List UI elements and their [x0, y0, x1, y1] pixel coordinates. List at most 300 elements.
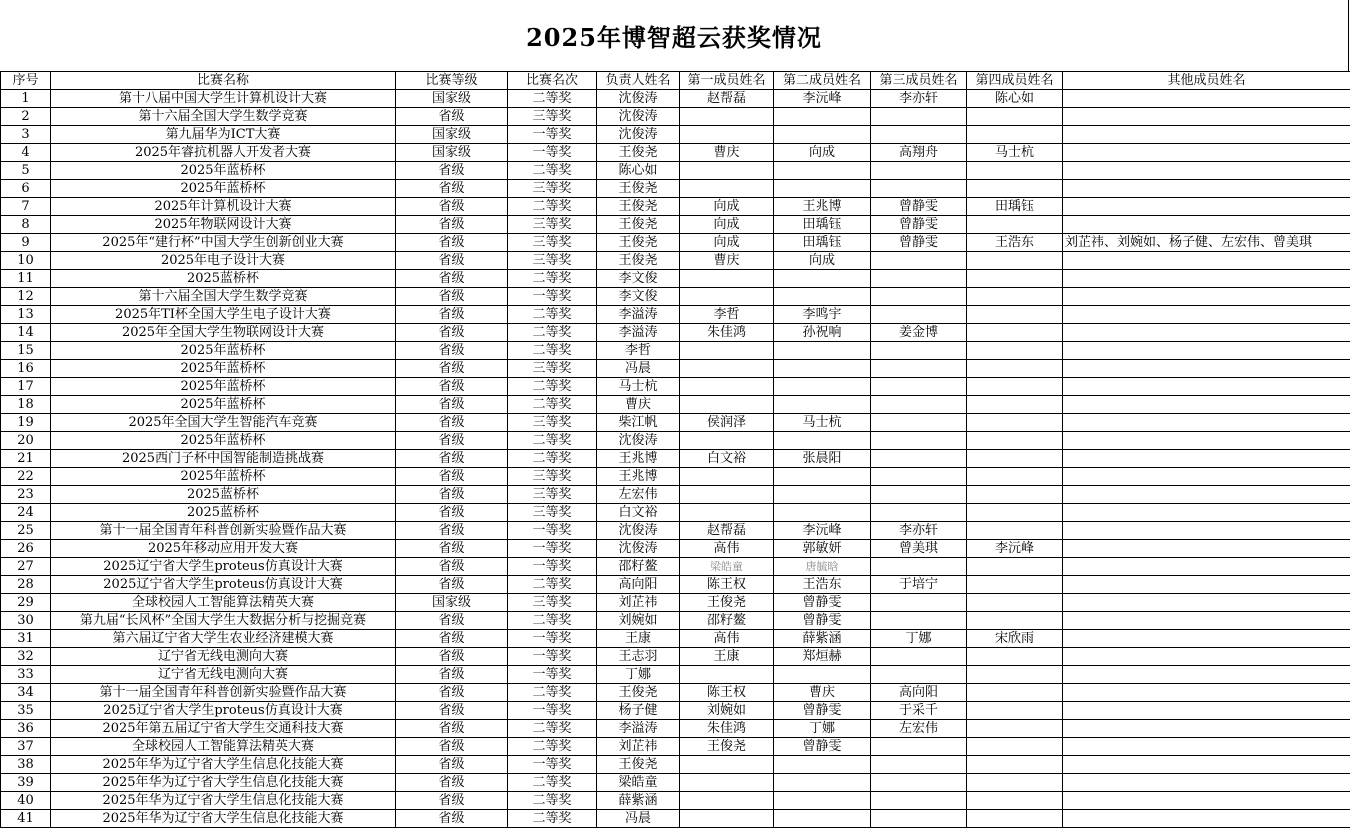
table-cell[interactable]: 12 — [1, 288, 51, 306]
table-cell[interactable]: 二等奖 — [508, 306, 597, 324]
table-cell[interactable]: 39 — [1, 774, 51, 792]
table-cell[interactable]: 23 — [1, 486, 51, 504]
table-cell[interactable]: 王浩东 — [967, 234, 1063, 252]
table-cell[interactable] — [1063, 252, 1350, 270]
table-cell[interactable]: 省级 — [396, 648, 508, 666]
table-cell[interactable] — [1063, 414, 1350, 432]
table-cell[interactable]: 王兆博 — [774, 198, 871, 216]
table-cell[interactable] — [871, 288, 967, 306]
table-cell[interactable]: 刘芷祎 — [597, 594, 680, 612]
table-cell[interactable]: 王俊尧 — [597, 684, 680, 702]
table-cell[interactable]: 二等奖 — [508, 198, 597, 216]
table-cell[interactable]: 省级 — [396, 702, 508, 720]
table-cell[interactable]: 左宏伟 — [871, 720, 967, 738]
table-cell[interactable]: 刘芷祎 — [597, 738, 680, 756]
table-cell[interactable]: 省级 — [396, 378, 508, 396]
table-cell[interactable]: 曾美琪 — [871, 540, 967, 558]
table-cell[interactable]: 省级 — [396, 234, 508, 252]
table-cell[interactable] — [1063, 756, 1350, 774]
table-cell[interactable] — [871, 486, 967, 504]
table-cell[interactable]: 一等奖 — [508, 666, 597, 684]
table-cell[interactable]: 省级 — [396, 216, 508, 234]
table-cell[interactable]: 陈王权 — [680, 576, 774, 594]
table-cell[interactable]: 曹庆 — [597, 396, 680, 414]
table-cell[interactable] — [680, 792, 774, 810]
table-cell[interactable] — [774, 810, 871, 828]
table-cell[interactable]: 高伟 — [680, 540, 774, 558]
table-cell[interactable]: 二等奖 — [508, 720, 597, 738]
table-cell[interactable]: 一等奖 — [508, 630, 597, 648]
table-cell[interactable] — [967, 576, 1063, 594]
table-cell[interactable]: 李溢涛 — [597, 306, 680, 324]
table-cell[interactable]: 二等奖 — [508, 90, 597, 108]
table-cell[interactable]: 36 — [1, 720, 51, 738]
table-cell[interactable]: 2025年TI杯全国大学生电子设计大赛 — [51, 306, 396, 324]
header-cell[interactable]: 负责人姓名 — [597, 72, 680, 90]
table-cell[interactable]: 一等奖 — [508, 756, 597, 774]
table-cell[interactable]: 薛紫涵 — [774, 630, 871, 648]
table-cell[interactable]: 三等奖 — [508, 216, 597, 234]
table-cell[interactable] — [680, 756, 774, 774]
table-cell[interactable]: 沈俊涛 — [597, 90, 680, 108]
table-cell[interactable] — [1063, 702, 1350, 720]
table-cell[interactable]: 2025年华为辽宁省大学生信息化技能大赛 — [51, 792, 396, 810]
table-cell[interactable] — [967, 450, 1063, 468]
table-cell[interactable]: 21 — [1, 450, 51, 468]
table-cell[interactable] — [871, 810, 967, 828]
table-cell[interactable]: 高伟 — [680, 630, 774, 648]
table-cell[interactable] — [871, 774, 967, 792]
table-cell[interactable]: 邵籽鳌 — [680, 612, 774, 630]
table-cell[interactable] — [871, 180, 967, 198]
table-cell[interactable]: 二等奖 — [508, 810, 597, 828]
table-cell[interactable]: 第十六届全国大学生数学竞赛 — [51, 288, 396, 306]
table-cell[interactable]: 3 — [1, 126, 51, 144]
table-cell[interactable] — [1063, 576, 1350, 594]
table-cell[interactable]: 全球校园人工智能算法精英大赛 — [51, 594, 396, 612]
table-cell[interactable] — [967, 522, 1063, 540]
table-cell[interactable]: 省级 — [396, 180, 508, 198]
table-cell[interactable] — [774, 342, 871, 360]
table-cell[interactable]: 8 — [1, 216, 51, 234]
header-cell[interactable]: 第四成员姓名 — [967, 72, 1063, 90]
table-cell[interactable]: 姜金博 — [871, 324, 967, 342]
table-cell[interactable]: 三等奖 — [508, 414, 597, 432]
table-cell[interactable] — [1063, 720, 1350, 738]
table-cell[interactable]: 李沅峰 — [774, 90, 871, 108]
table-cell[interactable] — [967, 108, 1063, 126]
table-cell[interactable]: 王俊尧 — [597, 198, 680, 216]
table-cell[interactable]: 三等奖 — [508, 504, 597, 522]
table-cell[interactable]: 陈王权 — [680, 684, 774, 702]
table-cell[interactable] — [967, 792, 1063, 810]
table-cell[interactable]: 辽宁省无线电测向大赛 — [51, 666, 396, 684]
table-cell[interactable]: 刘婉如 — [597, 612, 680, 630]
table-cell[interactable] — [967, 684, 1063, 702]
table-cell[interactable]: 29 — [1, 594, 51, 612]
table-cell[interactable]: 26 — [1, 540, 51, 558]
table-cell[interactable]: 31 — [1, 630, 51, 648]
table-cell[interactable]: 省级 — [396, 756, 508, 774]
table-cell[interactable]: 王俊尧 — [597, 252, 680, 270]
table-cell[interactable]: 2025年电子设计大赛 — [51, 252, 396, 270]
table-cell[interactable] — [967, 504, 1063, 522]
table-cell[interactable]: 2025年蓝桥杯 — [51, 180, 396, 198]
table-cell[interactable]: 2025年蓝桥杯 — [51, 432, 396, 450]
table-cell[interactable] — [967, 720, 1063, 738]
table-cell[interactable] — [1063, 468, 1350, 486]
table-cell[interactable]: 朱佳鸿 — [680, 324, 774, 342]
table-cell[interactable]: 30 — [1, 612, 51, 630]
table-cell[interactable]: 曹庆 — [680, 252, 774, 270]
table-cell[interactable]: 田瑀钰 — [774, 234, 871, 252]
table-cell[interactable]: 38 — [1, 756, 51, 774]
table-cell[interactable] — [680, 270, 774, 288]
table-cell[interactable] — [1063, 270, 1350, 288]
table-cell[interactable] — [680, 396, 774, 414]
table-cell[interactable]: 省级 — [396, 720, 508, 738]
table-cell[interactable]: 省级 — [396, 270, 508, 288]
table-cell[interactable]: 向成 — [680, 216, 774, 234]
table-cell[interactable] — [680, 666, 774, 684]
table-cell[interactable]: 王志羽 — [597, 648, 680, 666]
table-cell[interactable]: 28 — [1, 576, 51, 594]
table-cell[interactable]: 三等奖 — [508, 486, 597, 504]
table-cell[interactable]: 王俊尧 — [597, 756, 680, 774]
table-cell[interactable]: 三等奖 — [508, 468, 597, 486]
table-cell[interactable] — [1063, 180, 1350, 198]
table-cell[interactable]: 一等奖 — [508, 144, 597, 162]
table-cell[interactable] — [967, 558, 1063, 576]
table-cell[interactable]: 李沅峰 — [967, 540, 1063, 558]
table-cell[interactable]: 一等奖 — [508, 702, 597, 720]
table-cell[interactable]: 马士杭 — [597, 378, 680, 396]
table-cell[interactable]: 一等奖 — [508, 558, 597, 576]
table-cell[interactable]: 王俊尧 — [597, 234, 680, 252]
table-cell[interactable] — [871, 792, 967, 810]
table-cell[interactable]: 冯晨 — [597, 810, 680, 828]
table-cell[interactable]: 二等奖 — [508, 378, 597, 396]
header-cell[interactable]: 比赛名称 — [51, 72, 396, 90]
table-cell[interactable]: 2025辽宁省大学生proteus仿真设计大赛 — [51, 576, 396, 594]
table-cell[interactable] — [871, 594, 967, 612]
table-cell[interactable]: 马士杭 — [774, 414, 871, 432]
table-cell[interactable]: 一等奖 — [508, 540, 597, 558]
table-cell[interactable]: 第十六届全国大学生数学竞赛 — [51, 108, 396, 126]
table-cell[interactable]: 曾静雯 — [774, 738, 871, 756]
table-cell[interactable] — [680, 486, 774, 504]
table-cell[interactable]: 二等奖 — [508, 432, 597, 450]
table-cell[interactable]: 二等奖 — [508, 162, 597, 180]
table-cell[interactable] — [967, 666, 1063, 684]
table-cell[interactable]: 2025年睿抗机器人开发者大赛 — [51, 144, 396, 162]
table-cell[interactable] — [680, 468, 774, 486]
table-cell[interactable]: 三等奖 — [508, 360, 597, 378]
table-cell[interactable] — [967, 468, 1063, 486]
table-cell[interactable]: 白文裕 — [597, 504, 680, 522]
table-cell[interactable]: 第十一届全国青年科普创新实验暨作品大赛 — [51, 684, 396, 702]
table-cell[interactable] — [871, 360, 967, 378]
table-cell[interactable] — [774, 666, 871, 684]
table-cell[interactable]: 16 — [1, 360, 51, 378]
table-cell[interactable] — [774, 180, 871, 198]
table-cell[interactable]: 省级 — [396, 612, 508, 630]
table-cell[interactable]: 一等奖 — [508, 522, 597, 540]
table-cell[interactable] — [680, 288, 774, 306]
table-cell[interactable]: 二等奖 — [508, 576, 597, 594]
table-cell[interactable]: 省级 — [396, 432, 508, 450]
table-cell[interactable] — [871, 648, 967, 666]
table-cell[interactable]: 二等奖 — [508, 396, 597, 414]
table-cell[interactable] — [1063, 504, 1350, 522]
table-cell[interactable] — [680, 504, 774, 522]
table-cell[interactable] — [871, 666, 967, 684]
table-cell[interactable] — [967, 216, 1063, 234]
table-cell[interactable]: 王康 — [680, 648, 774, 666]
table-cell[interactable]: 第九届“长风杯”全国大学生大数据分析与挖掘竞赛 — [51, 612, 396, 630]
table-cell[interactable]: 20 — [1, 432, 51, 450]
table-cell[interactable] — [774, 270, 871, 288]
table-cell[interactable] — [1063, 738, 1350, 756]
table-cell[interactable]: 18 — [1, 396, 51, 414]
table-cell[interactable] — [1063, 522, 1350, 540]
table-cell[interactable]: 三等奖 — [508, 108, 597, 126]
table-cell[interactable]: 朱佳鸿 — [680, 720, 774, 738]
table-cell[interactable] — [967, 594, 1063, 612]
table-cell[interactable] — [967, 288, 1063, 306]
table-cell[interactable] — [967, 378, 1063, 396]
table-cell[interactable]: 省级 — [396, 342, 508, 360]
table-cell[interactable] — [871, 396, 967, 414]
table-cell[interactable]: 沈俊涛 — [597, 522, 680, 540]
table-cell[interactable] — [774, 468, 871, 486]
table-cell[interactable]: 省级 — [396, 774, 508, 792]
table-cell[interactable]: 李溢涛 — [597, 720, 680, 738]
table-cell[interactable]: 24 — [1, 504, 51, 522]
table-cell[interactable]: 省级 — [396, 576, 508, 594]
table-cell[interactable]: 35 — [1, 702, 51, 720]
table-cell[interactable]: 9 — [1, 234, 51, 252]
table-cell[interactable]: 李沅峰 — [774, 522, 871, 540]
table-cell[interactable] — [967, 270, 1063, 288]
table-cell[interactable] — [1063, 378, 1350, 396]
table-cell[interactable]: 梁皓童 — [680, 558, 774, 576]
table-cell[interactable] — [680, 126, 774, 144]
table-cell[interactable]: 三等奖 — [508, 234, 597, 252]
table-cell[interactable]: 5 — [1, 162, 51, 180]
header-cell[interactable]: 序号 — [1, 72, 51, 90]
table-cell[interactable]: 二等奖 — [508, 342, 597, 360]
table-cell[interactable] — [1063, 342, 1350, 360]
table-cell[interactable]: 2025年移动应用开发大赛 — [51, 540, 396, 558]
table-cell[interactable] — [1063, 648, 1350, 666]
table-cell[interactable]: 曾静雯 — [871, 216, 967, 234]
table-cell[interactable]: 二等奖 — [508, 324, 597, 342]
table-cell[interactable] — [967, 612, 1063, 630]
table-cell[interactable] — [871, 450, 967, 468]
table-cell[interactable]: 李哲 — [597, 342, 680, 360]
table-cell[interactable]: 李亦轩 — [871, 90, 967, 108]
table-cell[interactable]: 省级 — [396, 810, 508, 828]
table-cell[interactable] — [967, 342, 1063, 360]
table-cell[interactable]: 二等奖 — [508, 270, 597, 288]
table-cell[interactable]: 一等奖 — [508, 288, 597, 306]
table-cell[interactable]: 柴江帆 — [597, 414, 680, 432]
table-cell[interactable]: 7 — [1, 198, 51, 216]
table-cell[interactable]: 国家级 — [396, 144, 508, 162]
table-cell[interactable]: 省级 — [396, 450, 508, 468]
table-cell[interactable]: 15 — [1, 342, 51, 360]
table-cell[interactable] — [774, 486, 871, 504]
table-cell[interactable]: 孙祝响 — [774, 324, 871, 342]
table-cell[interactable]: 2025蓝桥杯 — [51, 270, 396, 288]
table-cell[interactable]: 刘芷祎、刘婉如、杨子健、左宏伟、曾美琪 — [1063, 234, 1350, 252]
table-cell[interactable] — [871, 468, 967, 486]
table-cell[interactable]: 曹庆 — [680, 144, 774, 162]
table-cell[interactable]: 田瑀钰 — [774, 216, 871, 234]
table-cell[interactable]: 二等奖 — [508, 792, 597, 810]
table-cell[interactable] — [774, 378, 871, 396]
table-cell[interactable] — [680, 432, 774, 450]
table-cell[interactable]: 王俊尧 — [597, 180, 680, 198]
table-cell[interactable]: 省级 — [396, 414, 508, 432]
table-cell[interactable]: 省级 — [396, 486, 508, 504]
table-cell[interactable] — [774, 432, 871, 450]
table-cell[interactable]: 二等奖 — [508, 738, 597, 756]
table-cell[interactable] — [1063, 540, 1350, 558]
table-cell[interactable]: 10 — [1, 252, 51, 270]
table-cell[interactable] — [967, 738, 1063, 756]
table-cell[interactable]: 2025年计算机设计大赛 — [51, 198, 396, 216]
table-cell[interactable]: 李文俊 — [597, 288, 680, 306]
table-cell[interactable] — [967, 756, 1063, 774]
table-cell[interactable]: 李鸣宇 — [774, 306, 871, 324]
table-cell[interactable] — [1063, 216, 1350, 234]
table-cell[interactable]: 沈俊涛 — [597, 540, 680, 558]
table-cell[interactable]: 2 — [1, 108, 51, 126]
table-cell[interactable]: 赵帮磊 — [680, 90, 774, 108]
table-cell[interactable] — [967, 180, 1063, 198]
table-cell[interactable] — [871, 306, 967, 324]
table-cell[interactable] — [1063, 396, 1350, 414]
table-cell[interactable]: 2025年蓝桥杯 — [51, 162, 396, 180]
table-cell[interactable]: 二等奖 — [508, 612, 597, 630]
table-cell[interactable]: 省级 — [396, 324, 508, 342]
table-cell[interactable]: 沈俊涛 — [597, 432, 680, 450]
table-cell[interactable] — [967, 162, 1063, 180]
table-cell[interactable]: 薛紫涵 — [597, 792, 680, 810]
table-cell[interactable]: 郭敏妍 — [774, 540, 871, 558]
table-cell[interactable] — [1063, 90, 1350, 108]
table-cell[interactable]: 省级 — [396, 792, 508, 810]
table-cell[interactable]: 宋欣雨 — [967, 630, 1063, 648]
table-cell[interactable] — [774, 756, 871, 774]
table-cell[interactable]: 于培宁 — [871, 576, 967, 594]
table-cell[interactable] — [680, 108, 774, 126]
table-cell[interactable]: 沈俊涛 — [597, 126, 680, 144]
table-cell[interactable]: 张晨阳 — [774, 450, 871, 468]
table-cell[interactable]: 刘婉如 — [680, 702, 774, 720]
table-cell[interactable] — [1063, 666, 1350, 684]
table-cell[interactable] — [871, 342, 967, 360]
table-cell[interactable]: 1 — [1, 90, 51, 108]
table-cell[interactable]: 全球校园人工智能算法精英大赛 — [51, 738, 396, 756]
table-cell[interactable]: 13 — [1, 306, 51, 324]
table-cell[interactable] — [967, 324, 1063, 342]
table-cell[interactable]: 19 — [1, 414, 51, 432]
table-cell[interactable]: 省级 — [396, 288, 508, 306]
table-cell[interactable] — [774, 162, 871, 180]
table-cell[interactable]: 王康 — [597, 630, 680, 648]
table-cell[interactable] — [1063, 486, 1350, 504]
table-cell[interactable]: 郑烜赫 — [774, 648, 871, 666]
table-cell[interactable] — [967, 414, 1063, 432]
table-cell[interactable]: 左宏伟 — [597, 486, 680, 504]
table-cell[interactable] — [871, 252, 967, 270]
table-cell[interactable]: 第九届华为ICT大赛 — [51, 126, 396, 144]
table-cell[interactable] — [871, 270, 967, 288]
table-cell[interactable]: 2025年蓝桥杯 — [51, 342, 396, 360]
table-cell[interactable]: 37 — [1, 738, 51, 756]
table-cell[interactable] — [1063, 162, 1350, 180]
table-cell[interactable]: 二等奖 — [508, 450, 597, 468]
table-cell[interactable]: 王俊尧 — [680, 738, 774, 756]
table-cell[interactable]: 王浩东 — [774, 576, 871, 594]
table-cell[interactable] — [1063, 288, 1350, 306]
table-cell[interactable]: 李溢涛 — [597, 324, 680, 342]
table-cell[interactable]: 三等奖 — [508, 252, 597, 270]
table-cell[interactable] — [1063, 774, 1350, 792]
table-cell[interactable]: 邵籽鳌 — [597, 558, 680, 576]
header-cell[interactable]: 其他成员姓名 — [1063, 72, 1350, 90]
header-cell[interactable]: 第三成员姓名 — [871, 72, 967, 90]
table-cell[interactable]: 省级 — [396, 630, 508, 648]
table-cell[interactable] — [680, 180, 774, 198]
table-cell[interactable]: 2025年“建行杯”中国大学生创新创业大赛 — [51, 234, 396, 252]
table-cell[interactable] — [1063, 432, 1350, 450]
table-cell[interactable] — [1063, 360, 1350, 378]
table-cell[interactable]: 2025年华为辽宁省大学生信息化技能大赛 — [51, 756, 396, 774]
table-cell[interactable] — [1063, 450, 1350, 468]
table-cell[interactable]: 2025西门子杯中国智能制造挑战赛 — [51, 450, 396, 468]
table-cell[interactable]: 4 — [1, 144, 51, 162]
table-cell[interactable]: 曾静雯 — [774, 612, 871, 630]
table-cell[interactable] — [871, 162, 967, 180]
header-cell[interactable]: 比赛等级 — [396, 72, 508, 90]
table-cell[interactable] — [871, 108, 967, 126]
table-cell[interactable] — [967, 126, 1063, 144]
table-cell[interactable]: 王兆博 — [597, 468, 680, 486]
table-cell[interactable]: 国家级 — [396, 126, 508, 144]
table-cell[interactable]: 丁娜 — [774, 720, 871, 738]
table-cell[interactable] — [871, 738, 967, 756]
table-cell[interactable]: 省级 — [396, 360, 508, 378]
table-cell[interactable] — [871, 378, 967, 396]
table-cell[interactable]: 冯晨 — [597, 360, 680, 378]
table-cell[interactable]: 向成 — [680, 234, 774, 252]
table-cell[interactable]: 省级 — [396, 468, 508, 486]
table-cell[interactable] — [871, 414, 967, 432]
table-cell[interactable]: 27 — [1, 558, 51, 576]
header-cell[interactable]: 第一成员姓名 — [680, 72, 774, 90]
table-cell[interactable] — [1063, 630, 1350, 648]
table-cell[interactable] — [1063, 108, 1350, 126]
table-cell[interactable]: 白文裕 — [680, 450, 774, 468]
table-cell[interactable]: 辽宁省无线电测向大赛 — [51, 648, 396, 666]
table-cell[interactable]: 李文俊 — [597, 270, 680, 288]
table-cell[interactable] — [1063, 792, 1350, 810]
table-cell[interactable] — [1063, 324, 1350, 342]
